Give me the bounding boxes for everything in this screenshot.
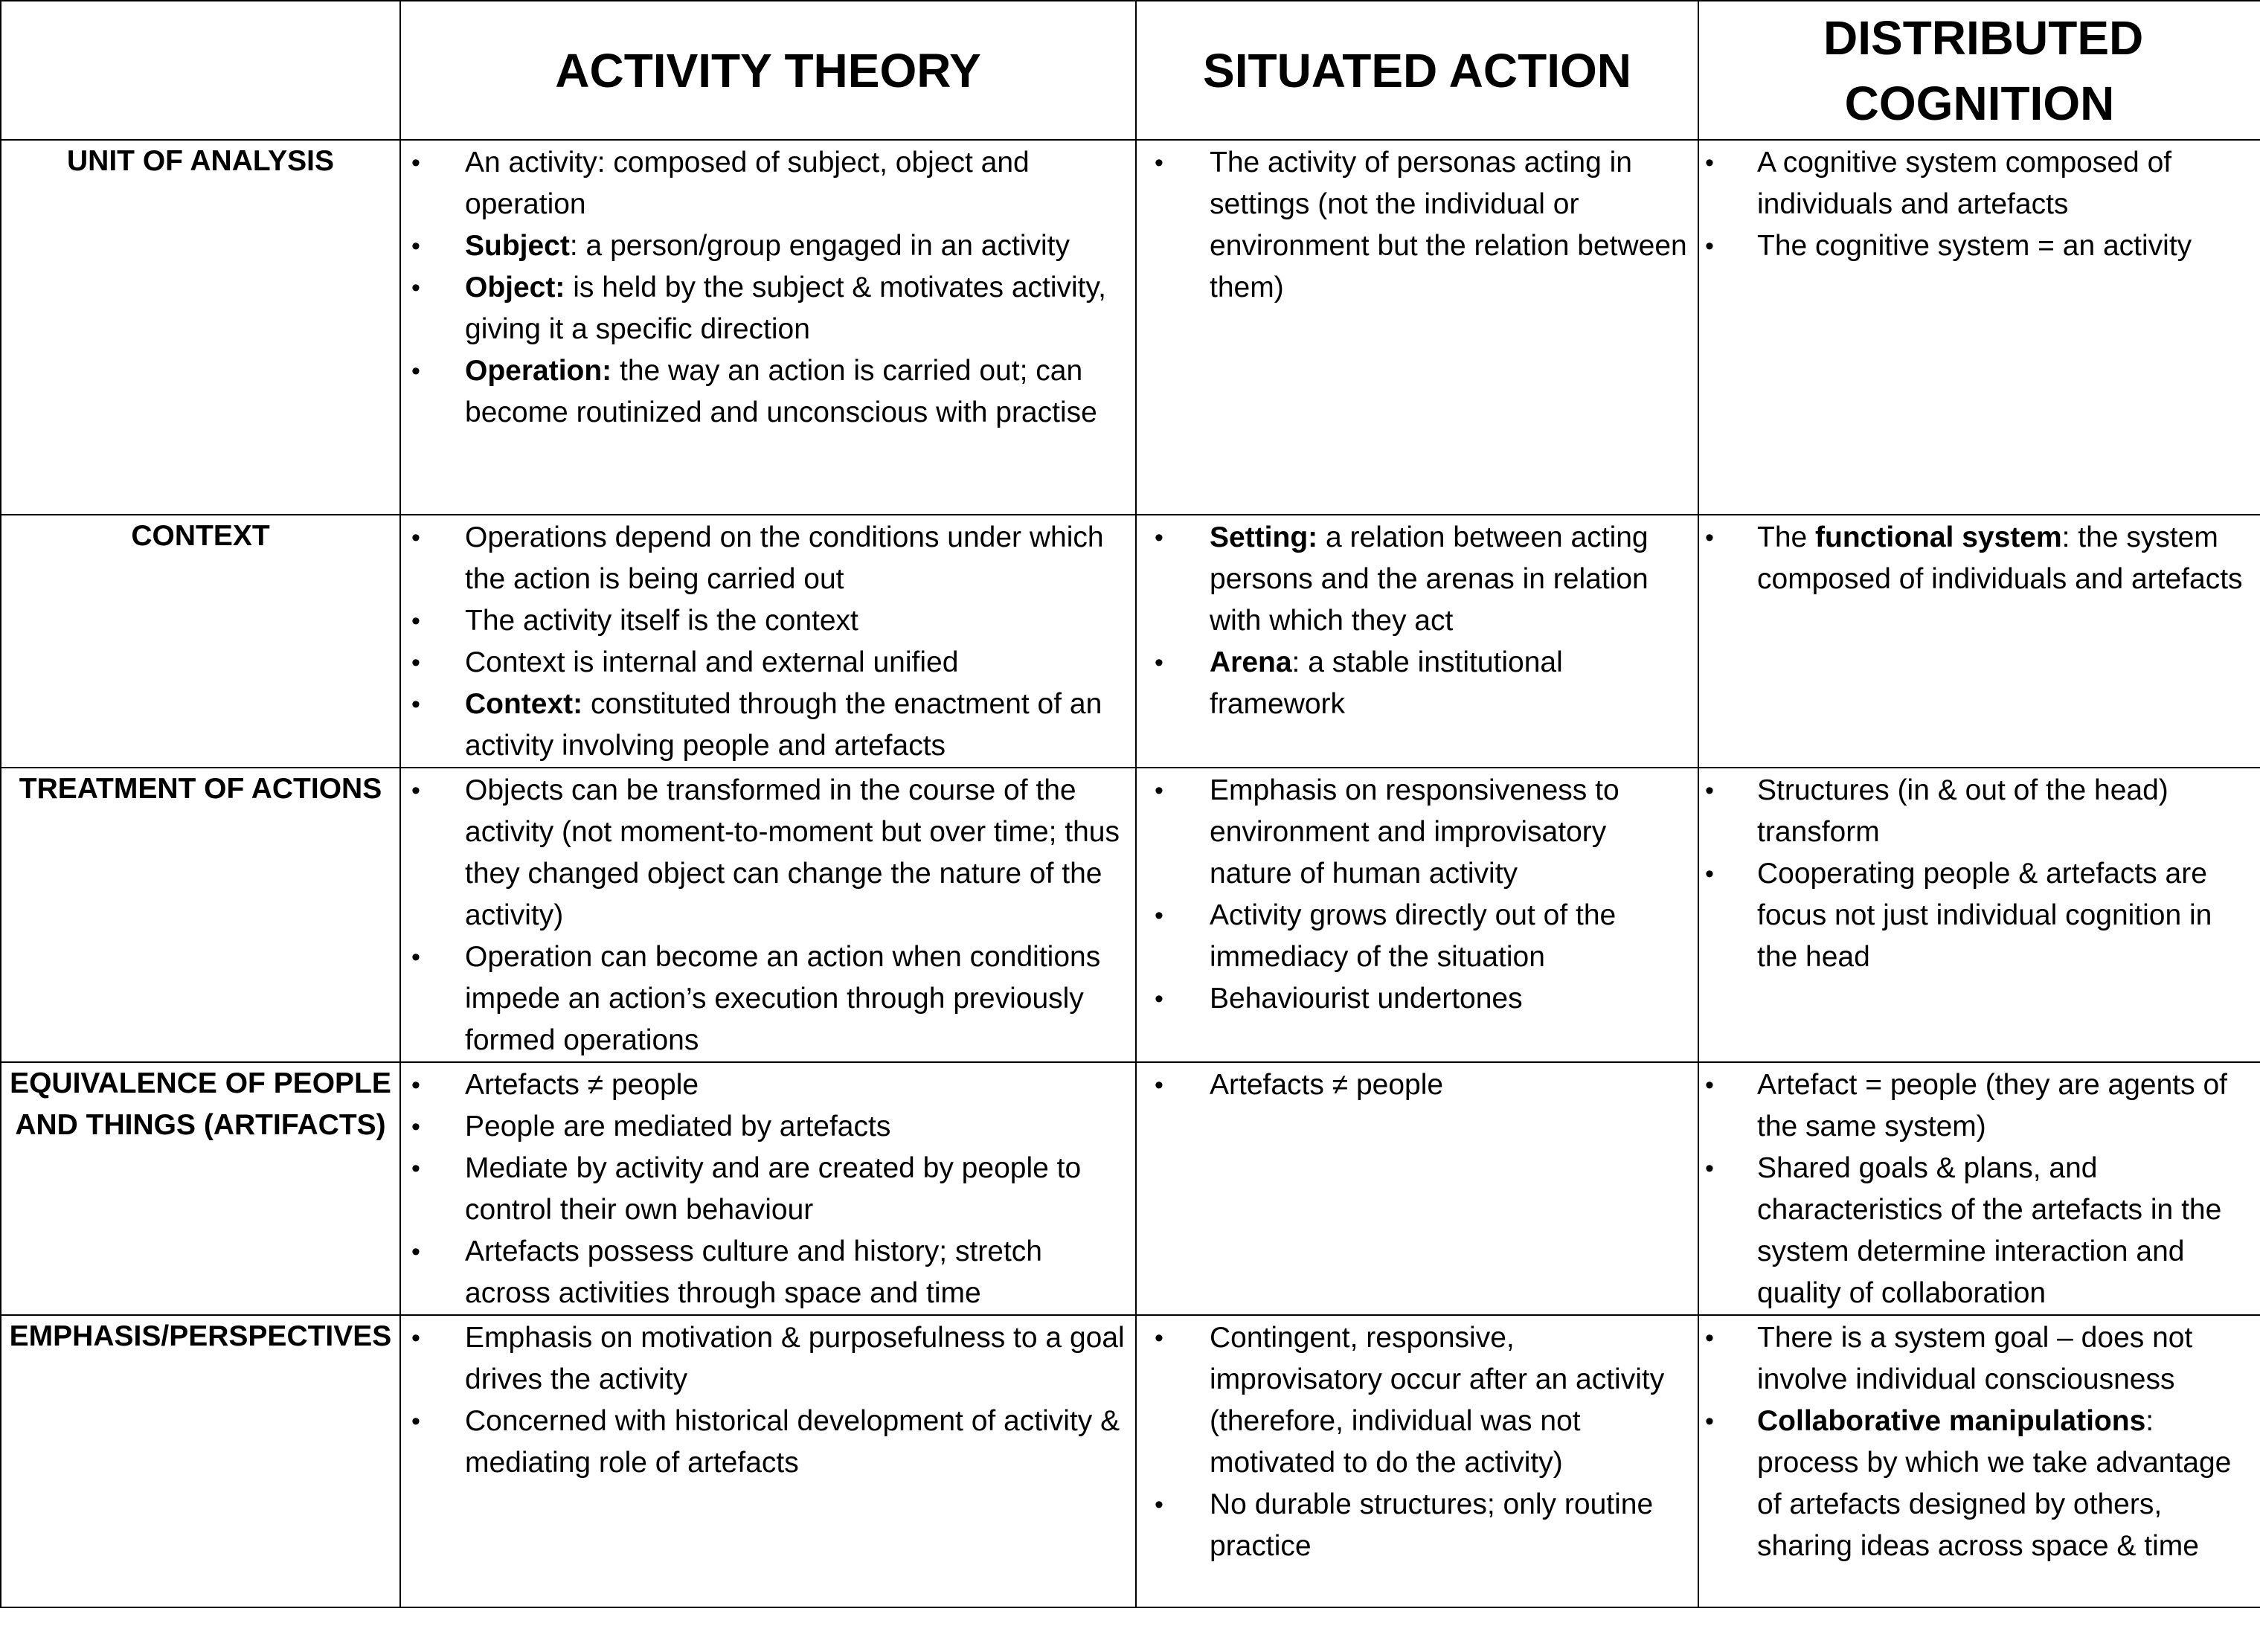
cell-situated-action xyxy=(1136,515,1698,768)
header-activity-theory: ACTIVITY THEORY xyxy=(400,1,1136,140)
item-text: People are mediated by artefacts xyxy=(465,1111,891,1142)
list-item xyxy=(401,267,1125,350)
cell-distributed-cognition xyxy=(1698,768,2260,1062)
item-term: Object: xyxy=(465,271,565,303)
table-row xyxy=(1,1062,2260,1315)
item-text: Behaviourist undertones xyxy=(1210,983,1523,1015)
list-item xyxy=(1137,642,1687,725)
header-row xyxy=(1,1,2260,140)
list-item xyxy=(401,1317,1125,1401)
item-text: : the system composed of individuals and artefacts xyxy=(1757,521,2243,595)
list-item xyxy=(401,1231,1125,1314)
item-text: Artefact = people (they are agents of the same system) xyxy=(1757,1069,2227,1142)
list-item xyxy=(1137,1317,1687,1484)
list-item xyxy=(1699,1401,2250,1567)
cell-distributed-cognition xyxy=(1698,1062,2260,1315)
list-item xyxy=(1137,1064,1687,1106)
list-item xyxy=(1699,142,2250,225)
item-term: Collaborative manipulations xyxy=(1757,1405,2146,1437)
list-item xyxy=(1137,895,1687,978)
list-item xyxy=(401,600,1125,642)
list-item xyxy=(1699,770,2250,853)
row-label: CONTEXT xyxy=(1,515,400,768)
list-item xyxy=(401,350,1125,434)
item-text: Artefacts ≠ people xyxy=(1210,1069,1444,1101)
item-text: is held by the subject & motivates activity, giving it a specific direction xyxy=(465,271,1106,345)
cell-activity-theory xyxy=(400,515,1136,768)
item-text: Artefacts possess culture and history; stretch across activities through space and time xyxy=(465,1235,1043,1309)
item-text: constituted through the enactment of an activity involving people and artefacts xyxy=(465,688,1102,762)
list-item xyxy=(1699,853,2250,978)
list-item xyxy=(401,1148,1125,1231)
cell-activity-theory xyxy=(400,140,1136,515)
cell-distributed-cognition xyxy=(1698,515,2260,768)
list-item xyxy=(1699,1317,2250,1401)
row-label: EMPHASIS/PERSPECTIVES xyxy=(1,1315,400,1607)
item-text: : a stable institutional framework xyxy=(1210,646,1563,720)
item-text: Operations depend on the conditions under which the action is being carried out xyxy=(465,521,1104,595)
item-text: Cooperating people & artefacts are focus not just individual cognition in the head xyxy=(1757,858,2212,973)
item-text: Contingent, responsive, improvisatory occur after an activity (therefore, individual was not motivated to do the activity) xyxy=(1210,1322,1665,1479)
cell-situated-action xyxy=(1136,768,1698,1062)
list-item xyxy=(1137,517,1687,642)
item-text: Operation can become an action when conditions impede an action’s execution through previously formed operations xyxy=(465,941,1101,1056)
cell-situated-action xyxy=(1136,1062,1698,1315)
item-text: Concerned with historical development of activity & mediating role of artefacts xyxy=(465,1405,1120,1479)
item-text: Artefacts ≠ people xyxy=(465,1069,699,1101)
item-text: Structures (in & out of the head) transform xyxy=(1757,774,2168,848)
item-text: The cognitive system = an activity xyxy=(1757,230,2192,262)
list-item xyxy=(1699,225,2250,267)
item-text: Activity grows directly out of the immediacy of the situation xyxy=(1210,899,1617,973)
list-item xyxy=(1699,1064,2250,1148)
cell-activity-theory xyxy=(400,768,1136,1062)
list-item xyxy=(401,1401,1125,1484)
item-term: Context: xyxy=(465,688,583,720)
cell-activity-theory xyxy=(400,1062,1136,1315)
item-text: Context is internal and external unified xyxy=(465,646,959,678)
item-text: An activity: composed of subject, object and operation xyxy=(465,147,1030,220)
item-text: Shared goals & plans, and characteristics of the artefacts in the system determine interaction and quality of collaboration xyxy=(1757,1152,2222,1309)
list-item xyxy=(1137,1484,1687,1567)
item-term: Arena xyxy=(1210,646,1292,678)
list-item xyxy=(401,517,1125,600)
header-situated-action: SITUATED ACTION xyxy=(1136,1,1698,140)
header-corner-cell xyxy=(1,1,400,140)
item-text: There is a system goal – does not involve individual consciousness xyxy=(1757,1322,2193,1395)
list-item xyxy=(401,225,1125,267)
item-text: A cognitive system composed of individuals and artefacts xyxy=(1757,147,2172,220)
list-item xyxy=(1699,517,2250,600)
item-term: Setting: xyxy=(1210,521,1318,553)
table-row xyxy=(1,140,2260,515)
item-text: : a person/group engaged in an activity xyxy=(569,230,1070,262)
list-item xyxy=(401,142,1125,225)
item-text: No durable structures; only routine practice xyxy=(1210,1488,1654,1562)
table-row xyxy=(1,1315,2260,1607)
list-item xyxy=(1137,770,1687,895)
table-row xyxy=(1,768,2260,1062)
header-distributed-cognition-label: DISTRIBUTED COGNITION xyxy=(1823,10,2144,130)
list-item xyxy=(1699,1148,2250,1314)
item-text: : process by which we take advantage of artefacts designed by others, sharing ideas across space & time xyxy=(1757,1405,2232,1562)
cell-situated-action xyxy=(1136,140,1698,515)
row-label: EQUIVALENCE OF PEOPLE AND THINGS (ARTIFACTS) xyxy=(1,1062,400,1315)
row-label: TREATMENT OF ACTIONS xyxy=(1,768,400,1062)
item-term: functional system xyxy=(1815,521,2062,553)
item-text: The xyxy=(1757,521,1816,553)
item-text: The activity itself is the context xyxy=(465,605,858,637)
item-text: Objects can be transformed in the course of the activity (not moment-to-moment but over time; thus they changed object can change the nature of the activity) xyxy=(465,774,1120,931)
cell-distributed-cognition xyxy=(1698,1315,2260,1607)
list-item xyxy=(401,770,1125,936)
item-term: Subject xyxy=(465,230,570,262)
list-item xyxy=(1137,142,1687,309)
item-text: the way an action is carried out; can become routinized and unconscious with practise xyxy=(465,355,1097,428)
list-item xyxy=(401,684,1125,767)
cell-distributed-cognition xyxy=(1698,140,2260,515)
row-label: UNIT OF ANALYSIS xyxy=(1,140,400,515)
list-item xyxy=(1137,978,1687,1020)
item-text: Mediate by activity and are created by people to control their own behaviour xyxy=(465,1152,1082,1226)
list-item xyxy=(401,936,1125,1061)
item-text: Emphasis on motivation & purposefulness to a goal drives the activity xyxy=(465,1322,1125,1395)
item-term: Operation: xyxy=(465,355,612,387)
header-distributed-cognition xyxy=(1698,1,2260,140)
cell-situated-action xyxy=(1136,1315,1698,1607)
list-item xyxy=(401,1106,1125,1148)
item-text: Emphasis on responsiveness to environment and improvisatory nature of human activity xyxy=(1210,774,1619,890)
cell-activity-theory xyxy=(400,1315,1136,1607)
item-text: The activity of personas acting in settings (not the individual or environment but the relation between them) xyxy=(1210,147,1687,303)
list-item xyxy=(401,1064,1125,1106)
table-row xyxy=(1,515,2260,768)
list-item xyxy=(401,642,1125,684)
item-text: a relation between acting persons and the arenas in relation with which they act xyxy=(1210,521,1649,637)
